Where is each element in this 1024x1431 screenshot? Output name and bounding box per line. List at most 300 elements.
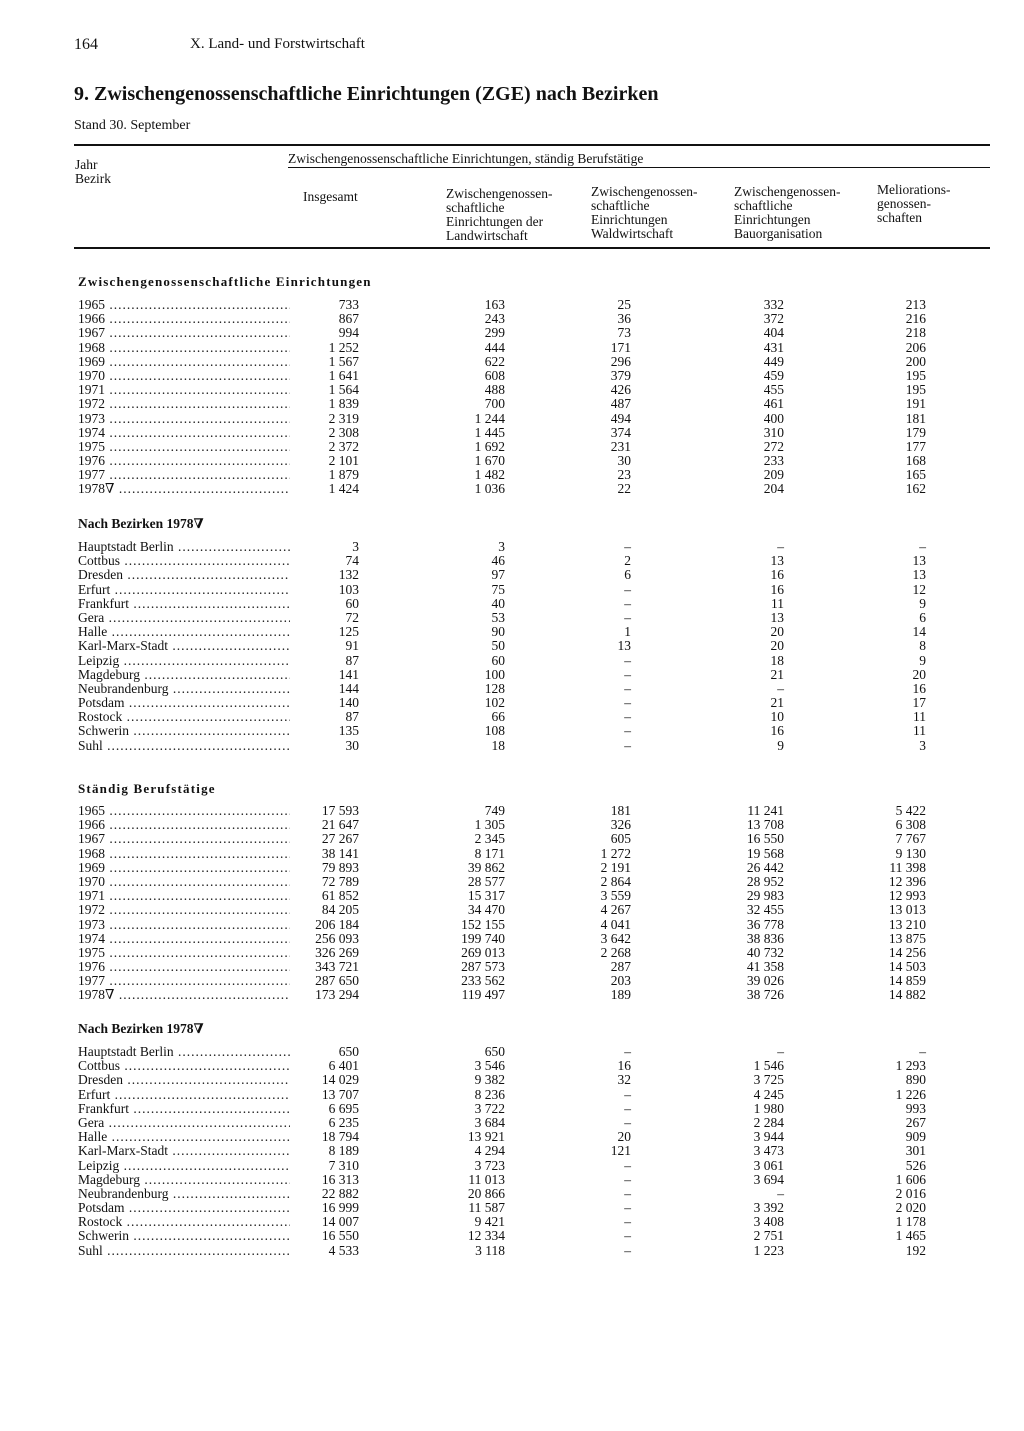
cell-bauorganisation: 455 <box>763 382 784 398</box>
cell-bauorganisation: 13 708 <box>746 817 784 833</box>
cell-bauorganisation: 19 568 <box>746 845 784 861</box>
table-row <box>0 482 1024 496</box>
cell-bauorganisation: 9 <box>777 737 784 753</box>
cell-landwirtschaft: 11 587 <box>468 1200 505 1216</box>
cell-meliorationsgenossenschaften: 16 <box>912 680 926 696</box>
cell-waldwirtschaft: 6 <box>624 567 631 583</box>
row-label: Suhl ..... <box>78 739 290 753</box>
table-row <box>0 583 1024 597</box>
cell-insgesamt: 326 269 <box>315 944 359 960</box>
cell-meliorationsgenossenschaften: 909 <box>905 1129 926 1145</box>
cell-landwirtschaft: 700 <box>484 396 505 412</box>
cell-meliorationsgenossenschaften: 218 <box>905 325 926 341</box>
table-row <box>0 639 1024 653</box>
row-label: 1971 ..... <box>78 889 290 903</box>
cell-landwirtschaft: 8 171 <box>474 845 505 861</box>
cell-landwirtschaft: 163 <box>484 297 505 312</box>
cell-meliorationsgenossenschaften: 526 <box>905 1157 926 1173</box>
cell-bauorganisation: 40 732 <box>746 944 784 960</box>
cell-bauorganisation: 404 <box>763 325 784 341</box>
cell-bauorganisation: 21 <box>770 695 784 711</box>
cell-waldwirtschaft: – <box>624 709 631 725</box>
table-row <box>0 903 1024 917</box>
cell-landwirtschaft: 488 <box>484 382 505 398</box>
cell-landwirtschaft: 1 445 <box>474 424 505 440</box>
cell-waldwirtschaft: – <box>624 1214 631 1230</box>
table-row <box>0 739 1024 753</box>
cell-meliorationsgenossenschaften: 13 875 <box>888 930 926 946</box>
cell-landwirtschaft: 12 334 <box>467 1228 505 1244</box>
cell-insgesamt: 7 310 <box>328 1157 359 1173</box>
cell-waldwirtschaft: 23 <box>617 467 631 483</box>
cell-landwirtschaft: 1 692 <box>474 438 505 454</box>
table-row <box>0 468 1024 482</box>
cell-insgesamt: 6 401 <box>328 1058 359 1074</box>
row-label: Leipzig ..... <box>78 1159 290 1173</box>
table-row <box>0 1159 1024 1173</box>
row-label: 1977 ..... <box>78 468 290 482</box>
row-label: Magdeburg ..... <box>78 1173 290 1187</box>
cell-insgesamt: 3 <box>352 539 359 554</box>
table-row <box>0 1229 1024 1243</box>
cell-insgesamt: 38 141 <box>321 845 359 861</box>
row-label: Dresden ..... <box>78 1073 290 1087</box>
cell-meliorationsgenossenschaften: 11 398 <box>889 859 926 875</box>
cell-bauorganisation: 11 241 <box>747 803 784 818</box>
table-row <box>0 710 1024 724</box>
row-label: Magdeburg ..... <box>78 668 290 682</box>
cell-bauorganisation: – <box>777 1185 784 1201</box>
cell-bauorganisation: – <box>777 539 784 554</box>
cell-insgesamt: 2 319 <box>328 410 359 426</box>
cell-bauorganisation: 20 <box>770 638 784 654</box>
cell-meliorationsgenossenschaften: 11 <box>913 709 926 725</box>
cell-insgesamt: 16 550 <box>321 1228 359 1244</box>
cell-meliorationsgenossenschaften: 1 293 <box>895 1058 926 1074</box>
cell-insgesamt: 60 <box>345 595 359 611</box>
table-row <box>0 326 1024 340</box>
cell-landwirtschaft: 199 740 <box>461 930 505 946</box>
cell-waldwirtschaft: – <box>624 539 631 554</box>
table-row <box>0 946 1024 960</box>
row-label: 1972 ..... <box>78 397 290 411</box>
cell-meliorationsgenossenschaften: 267 <box>905 1114 926 1130</box>
table-row <box>0 1045 1024 1059</box>
cell-bauorganisation: 3 061 <box>753 1157 784 1173</box>
cell-waldwirtschaft: 605 <box>610 831 631 847</box>
cell-meliorationsgenossenschaften: 162 <box>905 481 926 497</box>
row-label: Rostock ..... <box>78 710 290 724</box>
cell-landwirtschaft: 3 <box>498 539 505 554</box>
cell-meliorationsgenossenschaften: 301 <box>905 1143 926 1159</box>
row-label: 1978∇ ..... <box>78 988 290 1002</box>
row-label: Suhl ..... <box>78 1244 290 1258</box>
cell-landwirtschaft: 233 562 <box>461 973 505 989</box>
cell-insgesamt: 1 879 <box>328 467 359 483</box>
cell-waldwirtschaft: – <box>624 1185 631 1201</box>
cell-bauorganisation: 41 358 <box>746 959 784 975</box>
cell-waldwirtschaft: 1 <box>624 624 631 640</box>
table-row <box>0 611 1024 625</box>
cell-meliorationsgenossenschaften: 213 <box>905 297 926 312</box>
cell-meliorationsgenossenschaften: 1 178 <box>895 1214 926 1230</box>
cell-waldwirtschaft: 121 <box>610 1143 631 1159</box>
cell-insgesamt: 132 <box>338 567 359 583</box>
cell-landwirtschaft: 11 013 <box>468 1171 505 1187</box>
cell-waldwirtschaft: 3 559 <box>600 888 631 904</box>
cell-bauorganisation: 16 <box>770 567 784 583</box>
cell-bauorganisation: 459 <box>763 367 784 383</box>
cell-insgesamt: 6 695 <box>328 1100 359 1116</box>
cell-waldwirtschaft: 494 <box>610 410 631 426</box>
cell-insgesamt: 14 007 <box>321 1214 359 1230</box>
table-row <box>0 568 1024 582</box>
table-row <box>0 889 1024 903</box>
cell-bauorganisation: 4 245 <box>753 1086 784 1102</box>
cell-bauorganisation: 204 <box>763 481 784 497</box>
cell-meliorationsgenossenschaften: 192 <box>905 1242 926 1258</box>
cell-meliorationsgenossenschaften: 12 993 <box>888 888 926 904</box>
row-label: 1972 ..... <box>78 903 290 917</box>
cell-meliorationsgenossenschaften: 890 <box>905 1072 926 1088</box>
cell-landwirtschaft: 3 684 <box>474 1114 505 1130</box>
cell-insgesamt: 72 <box>345 609 359 625</box>
cell-meliorationsgenossenschaften: 168 <box>905 453 926 469</box>
table-row <box>0 988 1024 1002</box>
cell-bauorganisation: 13 <box>770 609 784 625</box>
cell-bauorganisation: 32 455 <box>746 902 784 918</box>
cell-landwirtschaft: 102 <box>484 695 505 711</box>
cell-meliorationsgenossenschaften: 1 226 <box>895 1086 926 1102</box>
cell-waldwirtschaft: – <box>624 1044 631 1059</box>
table-row <box>0 383 1024 397</box>
table-row <box>0 412 1024 426</box>
cell-waldwirtschaft: 3 642 <box>600 930 631 946</box>
row-label: Potsdam ..... <box>78 696 290 710</box>
table-row <box>0 341 1024 355</box>
cell-insgesamt: 14 029 <box>321 1072 359 1088</box>
cell-waldwirtschaft: – <box>624 1157 631 1173</box>
cell-landwirtschaft: 444 <box>484 339 505 355</box>
cell-bauorganisation: 21 <box>770 666 784 682</box>
table-row <box>0 932 1024 946</box>
row-label: 1970 ..... <box>78 875 290 889</box>
cell-insgesamt: 867 <box>338 311 359 327</box>
cell-meliorationsgenossenschaften: 993 <box>905 1100 926 1116</box>
cell-meliorationsgenossenschaften: – <box>919 539 926 554</box>
cell-landwirtschaft: 128 <box>484 680 505 696</box>
cell-bauorganisation: 13 <box>770 553 784 569</box>
table-row <box>0 312 1024 326</box>
cell-meliorationsgenossenschaften: 11 <box>913 723 926 739</box>
cell-meliorationsgenossenschaften: 179 <box>905 424 926 440</box>
cell-bauorganisation: 10 <box>770 709 784 725</box>
row-label: Hauptstadt Berlin ..... <box>78 1045 290 1059</box>
cell-landwirtschaft: 40 <box>491 595 505 611</box>
cell-bauorganisation: 38 726 <box>746 987 784 1003</box>
cell-bauorganisation: 449 <box>763 353 784 369</box>
cell-landwirtschaft: 9 421 <box>474 1214 505 1230</box>
cell-insgesamt: 17 593 <box>321 803 359 818</box>
cell-waldwirtschaft: 426 <box>610 382 631 398</box>
cell-insgesamt: 18 794 <box>321 1129 359 1145</box>
cell-insgesamt: 4 533 <box>328 1242 359 1258</box>
table-row <box>0 440 1024 454</box>
cell-bauorganisation: 3 392 <box>753 1200 784 1216</box>
row-label: 1973 ..... <box>78 412 290 426</box>
cell-insgesamt: 2 372 <box>328 438 359 454</box>
table-row <box>0 918 1024 932</box>
cell-landwirtschaft: 100 <box>484 666 505 682</box>
cell-waldwirtschaft: 181 <box>610 803 631 818</box>
cell-landwirtschaft: 1 244 <box>474 410 505 426</box>
table-row <box>0 682 1024 696</box>
cell-waldwirtschaft: 4 267 <box>600 902 631 918</box>
cell-landwirtschaft: 152 155 <box>461 916 505 932</box>
cell-landwirtschaft: 3 546 <box>474 1058 505 1074</box>
table-row <box>0 861 1024 875</box>
cell-waldwirtschaft: – <box>624 723 631 739</box>
table-subtitle: Stand 30. September <box>74 118 191 133</box>
cell-meliorationsgenossenschaften: 13 <box>912 567 926 583</box>
cell-insgesamt: 79 893 <box>321 859 359 875</box>
cell-meliorationsgenossenschaften: 206 <box>905 339 926 355</box>
cell-waldwirtschaft: – <box>624 1114 631 1130</box>
cell-waldwirtschaft: 22 <box>617 481 631 497</box>
cell-waldwirtschaft: – <box>624 1228 631 1244</box>
row-label: 1965 ..... <box>78 298 290 312</box>
cell-landwirtschaft: 15 317 <box>467 888 505 904</box>
cell-waldwirtschaft: – <box>624 737 631 753</box>
cell-waldwirtschaft: – <box>624 1100 631 1116</box>
cell-meliorationsgenossenschaften: 195 <box>905 367 926 383</box>
row-label: Gera ..... <box>78 1116 290 1130</box>
cell-insgesamt: 1 839 <box>328 396 359 412</box>
row-label: Cottbus ..... <box>78 1059 290 1073</box>
cell-landwirtschaft: 9 382 <box>474 1072 505 1088</box>
cell-bauorganisation: 3 694 <box>753 1171 784 1187</box>
page-number: 164 <box>74 36 98 53</box>
cell-waldwirtschaft: 379 <box>610 367 631 383</box>
cell-bauorganisation: – <box>777 1044 784 1059</box>
cell-waldwirtschaft: 189 <box>610 987 631 1003</box>
cell-bauorganisation: 29 983 <box>746 888 784 904</box>
cell-bauorganisation: 2 284 <box>753 1114 784 1130</box>
cell-landwirtschaft: 4 294 <box>474 1143 505 1159</box>
cell-bauorganisation: 3 944 <box>753 1129 784 1145</box>
table-row <box>0 1215 1024 1229</box>
cell-bauorganisation: 18 <box>770 652 784 668</box>
cell-waldwirtschaft: 13 <box>617 638 631 654</box>
cell-insgesamt: 61 852 <box>321 888 359 904</box>
cell-meliorationsgenossenschaften: 3 <box>919 737 926 753</box>
cell-landwirtschaft: 28 577 <box>467 873 505 889</box>
cell-landwirtschaft: 269 013 <box>461 944 505 960</box>
table-row <box>0 1073 1024 1087</box>
cell-bauorganisation: 400 <box>763 410 784 426</box>
cell-insgesamt: 287 650 <box>315 973 359 989</box>
cell-bauorganisation: 1 223 <box>753 1242 784 1258</box>
column-header-insgesamt: Insgesamt <box>303 189 358 204</box>
cell-landwirtschaft: 39 862 <box>467 859 505 875</box>
cell-landwirtschaft: 3 723 <box>474 1157 505 1173</box>
row-label: Frankfurt ..... <box>78 1102 290 1116</box>
cell-landwirtschaft: 299 <box>484 325 505 341</box>
zge-years-block <box>0 298 1024 497</box>
cell-insgesamt: 2 308 <box>328 424 359 440</box>
cell-waldwirtschaft: 25 <box>617 297 631 312</box>
cell-bauorganisation: – <box>777 680 784 696</box>
cell-meliorationsgenossenschaften: 14 <box>912 624 926 640</box>
table-row <box>0 1102 1024 1116</box>
cell-waldwirtschaft: – <box>624 652 631 668</box>
cell-waldwirtschaft: – <box>624 1171 631 1187</box>
cell-meliorationsgenossenschaften: 5 422 <box>895 803 926 818</box>
cell-landwirtschaft: 18 <box>491 737 505 753</box>
cell-waldwirtschaft: – <box>624 595 631 611</box>
cell-insgesamt: 21 647 <box>321 817 359 833</box>
table-row <box>0 597 1024 611</box>
cell-landwirtschaft: 60 <box>491 652 505 668</box>
table-row <box>0 1130 1024 1144</box>
cell-landwirtschaft: 650 <box>484 1044 505 1059</box>
cell-landwirtschaft: 20 866 <box>467 1185 505 1201</box>
cell-bauorganisation: 16 <box>770 723 784 739</box>
cell-insgesamt: 206 184 <box>315 916 359 932</box>
cell-landwirtschaft: 2 345 <box>474 831 505 847</box>
cell-bauorganisation: 3 725 <box>753 1072 784 1088</box>
cell-waldwirtschaft: 16 <box>617 1058 631 1074</box>
cell-waldwirtschaft: 374 <box>610 424 631 440</box>
cell-meliorationsgenossenschaften: 6 <box>919 609 926 625</box>
cell-insgesamt: 256 093 <box>315 930 359 946</box>
row-label: 1974 ..... <box>78 426 290 440</box>
row-label: Karl-Marx-Stadt ..... <box>78 639 290 653</box>
cell-waldwirtschaft: – <box>624 1086 631 1102</box>
cell-insgesamt: 30 <box>345 737 359 753</box>
cell-waldwirtschaft: 2 268 <box>600 944 631 960</box>
row-label: Dresden ..... <box>78 568 290 582</box>
column-header-bauorganisation: Zwischengenossen- schaftliche Einrichtungen Bauorganisation <box>734 184 841 241</box>
row-label: 1976 ..... <box>78 960 290 974</box>
row-label: Frankfurt ..... <box>78 597 290 611</box>
cell-landwirtschaft: 119 497 <box>461 987 505 1003</box>
cell-meliorationsgenossenschaften: 191 <box>905 396 926 412</box>
cell-insgesamt: 72 789 <box>321 873 359 889</box>
cell-meliorationsgenossenschaften: 13 013 <box>888 902 926 918</box>
header-bottom-rule <box>74 247 990 249</box>
cell-meliorationsgenossenschaften: 14 882 <box>888 987 926 1003</box>
row-label: Schwerin ..... <box>78 1229 290 1243</box>
cell-bauorganisation: 1 546 <box>753 1058 784 1074</box>
cell-bauorganisation: 3 473 <box>753 1143 784 1159</box>
cell-insgesamt: 173 294 <box>315 987 359 1003</box>
table-row <box>0 654 1024 668</box>
table-row <box>0 1144 1024 1158</box>
cell-meliorationsgenossenschaften: 14 503 <box>888 959 926 975</box>
table-row <box>0 1088 1024 1102</box>
cell-waldwirtschaft: – <box>624 680 631 696</box>
cell-meliorationsgenossenschaften: 9 130 <box>895 845 926 861</box>
row-label: 1973 ..... <box>78 918 290 932</box>
cell-landwirtschaft: 46 <box>491 553 505 569</box>
cell-bauorganisation: 332 <box>763 297 784 312</box>
row-label: 1969 ..... <box>78 355 290 369</box>
chapter-heading: X. Land- und Forstwirtschaft <box>190 36 365 52</box>
row-label: Leipzig ..... <box>78 654 290 668</box>
cell-waldwirtschaft: 2 864 <box>600 873 631 889</box>
cell-meliorationsgenossenschaften: 9 <box>919 652 926 668</box>
table-row <box>0 1173 1024 1187</box>
cell-insgesamt: 84 205 <box>321 902 359 918</box>
cell-meliorationsgenossenschaften: 20 <box>912 666 926 682</box>
cell-bauorganisation: 209 <box>763 467 784 483</box>
group-header-rule <box>288 167 990 168</box>
cell-bauorganisation: 461 <box>763 396 784 412</box>
cell-meliorationsgenossenschaften: 216 <box>905 311 926 327</box>
cell-bauorganisation: 11 <box>771 595 784 611</box>
cell-waldwirtschaft: 296 <box>610 353 631 369</box>
cell-landwirtschaft: 97 <box>491 567 505 583</box>
cell-bauorganisation: 272 <box>763 438 784 454</box>
cell-insgesamt: 144 <box>338 680 359 696</box>
cell-waldwirtschaft: 326 <box>610 817 631 833</box>
cell-waldwirtschaft: – <box>624 609 631 625</box>
cell-meliorationsgenossenschaften: 6 308 <box>895 817 926 833</box>
cell-bauorganisation: 2 751 <box>753 1228 784 1244</box>
cell-insgesamt: 13 707 <box>321 1086 359 1102</box>
cell-insgesamt: 1 567 <box>328 353 359 369</box>
cell-insgesamt: 733 <box>338 297 359 312</box>
row-label: 1967 ..... <box>78 326 290 340</box>
section-title-berufstaetige: Ständig Berufstätige <box>78 781 216 796</box>
table-row <box>0 1187 1024 1201</box>
column-header-meliorationsgenossenschaften: Meliorations- genossen- schaften <box>877 182 951 225</box>
cell-insgesamt: 22 882 <box>321 1185 359 1201</box>
row-label: 1978∇ ..... <box>78 482 290 496</box>
cell-waldwirtschaft: 4 041 <box>600 916 631 932</box>
row-label: 1967 ..... <box>78 832 290 846</box>
cell-meliorationsgenossenschaften: 165 <box>905 467 926 483</box>
cell-landwirtschaft: 1 036 <box>474 481 505 497</box>
table-row <box>0 832 1024 846</box>
cell-meliorationsgenossenschaften: 7 767 <box>895 831 926 847</box>
table-row <box>0 960 1024 974</box>
cell-bauorganisation: 39 026 <box>746 973 784 989</box>
cell-landwirtschaft: 287 573 <box>461 959 505 975</box>
table-row <box>0 668 1024 682</box>
row-label: 1966 ..... <box>78 312 290 326</box>
cell-insgesamt: 125 <box>338 624 359 640</box>
cell-bauorganisation: 431 <box>763 339 784 355</box>
row-label: 1977 ..... <box>78 974 290 988</box>
cell-waldwirtschaft: 2 191 <box>600 859 631 875</box>
row-label: 1974 ..... <box>78 932 290 946</box>
cell-bauorganisation: 372 <box>763 311 784 327</box>
row-label: Schwerin ..... <box>78 724 290 738</box>
row-label: Potsdam ..... <box>78 1201 290 1215</box>
cell-waldwirtschaft: – <box>624 666 631 682</box>
table-row <box>0 369 1024 383</box>
cell-meliorationsgenossenschaften: 2 016 <box>895 1185 926 1201</box>
table-row <box>0 974 1024 988</box>
cell-landwirtschaft: 8 236 <box>474 1086 505 1102</box>
cell-insgesamt: 994 <box>338 325 359 341</box>
cell-insgesamt: 135 <box>338 723 359 739</box>
cell-insgesamt: 6 235 <box>328 1114 359 1130</box>
beruf-bezirke-block <box>0 1045 1024 1258</box>
cell-insgesamt: 8 189 <box>328 1143 359 1159</box>
